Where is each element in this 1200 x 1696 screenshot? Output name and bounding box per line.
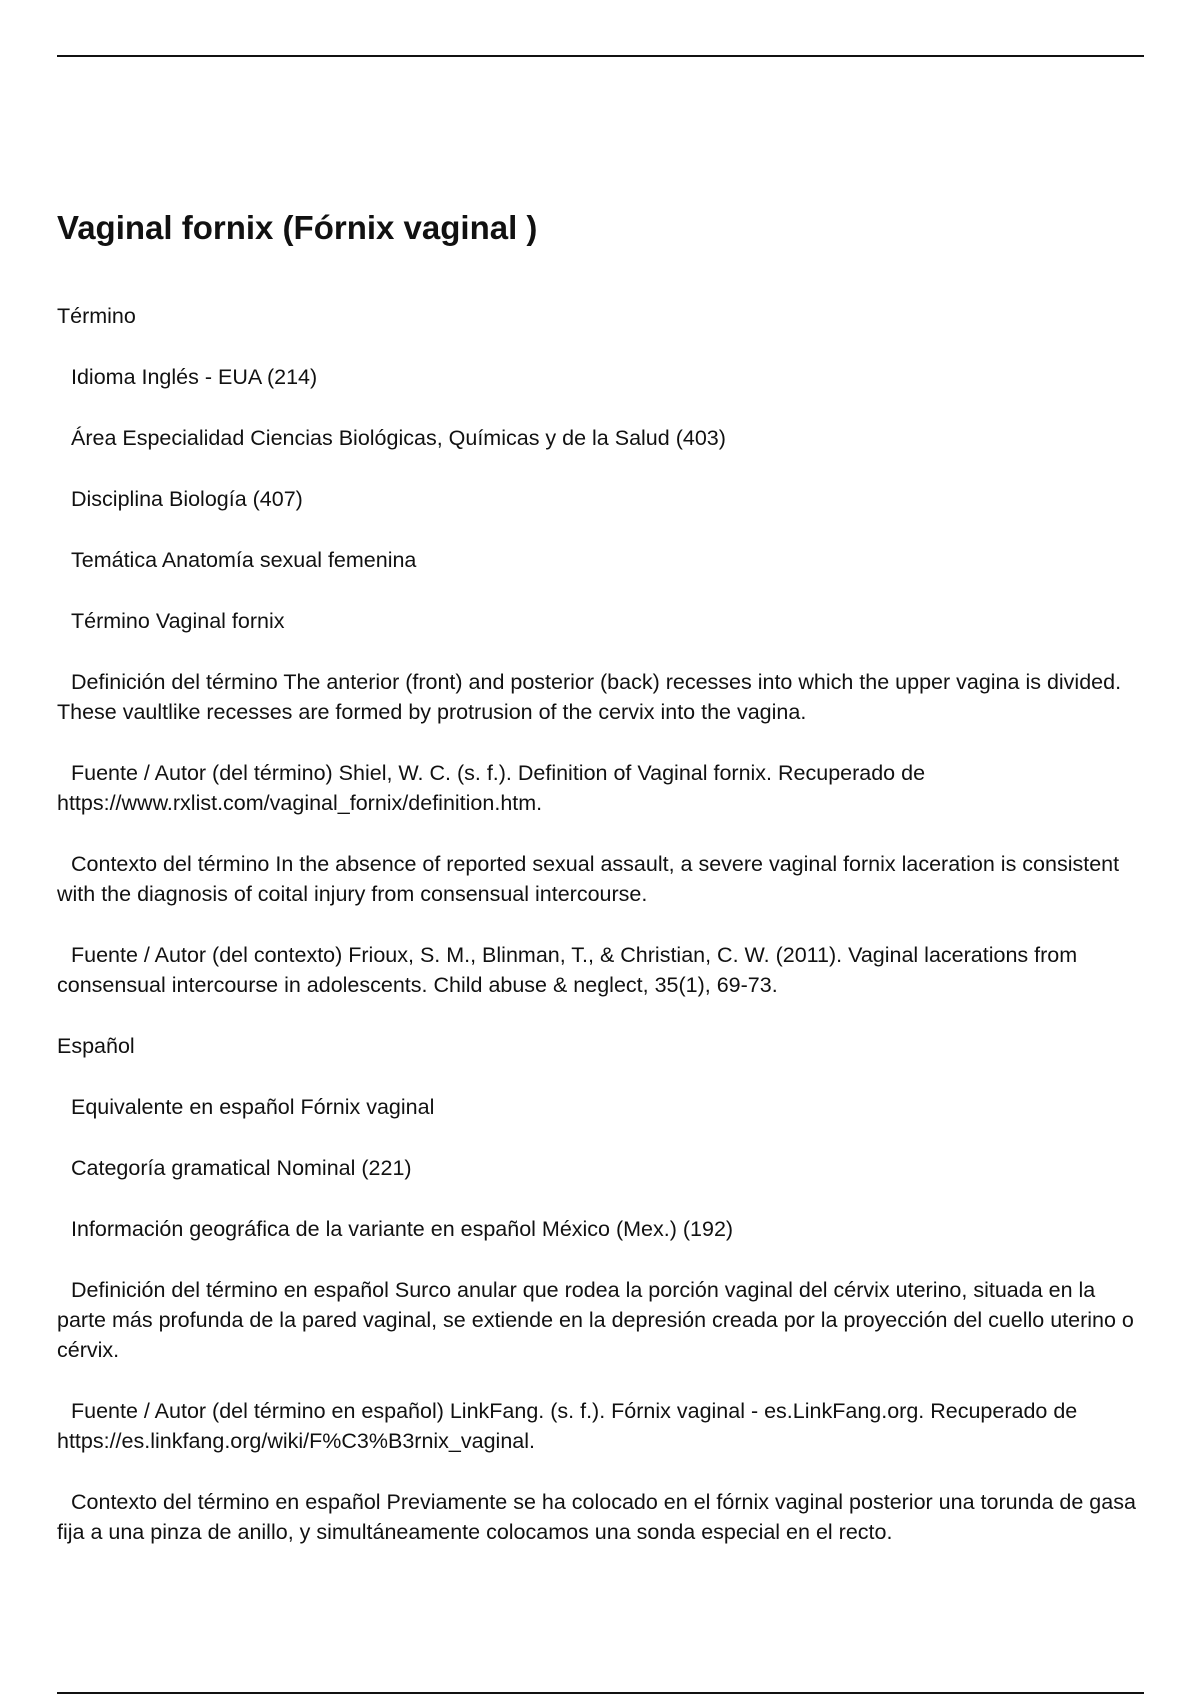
section-label-termino: Término — [57, 304, 136, 328]
field-categoria: Categoría gramatical Nominal (221) — [71, 1156, 412, 1180]
field-contexto: Contexto del término In the absence of reported sexual assault, a severe vaginal fornix laceration is consistent with the diagnosis of coital injury from consensual intercourse. — [57, 852, 1120, 906]
field-equivalente: Equivalente en español Fórnix vaginal — [71, 1095, 435, 1119]
field-definicion: Definición del término The anterior (front) and posterior (back) recesses into which the upper vagina is divided. These vaultlike recesses are formed by protrusion of the cervix into the vagina. — [57, 670, 1122, 724]
top-rule — [57, 55, 1144, 57]
bottom-rule — [57, 1692, 1144, 1694]
document-body — [57, 208, 1147, 1578]
field-area: Área Especialidad Ciencias Biológicas, Químicas y de la Salud (403) — [71, 426, 726, 450]
field-contexto-es: Contexto del término en español Previamente se ha colocado en el fórnix vaginal posterior una torunda de gasa fija a una pinza de anillo, y simultáneamente colocamos una sonda especial en el recto. — [57, 1490, 1136, 1544]
field-termino: Término Vaginal fornix — [71, 609, 285, 633]
page-title: Vaginal fornix (Fórnix vaginal ) — [57, 209, 538, 246]
field-fuente-termino: Fuente / Autor (del término) Shiel, W. C. (s. f.). Definition of Vaginal fornix. Recuperado de https://www.rxlist.com/vaginal_fornix/definition.htm. — [57, 761, 926, 815]
field-disciplina: Disciplina Biología (407) — [71, 487, 303, 511]
field-idioma: Idioma Inglés - EUA (214) — [71, 365, 318, 389]
field-fuente-termino-es: Fuente / Autor (del término en español) LinkFang. (s. f.). Fórnix vaginal - es.LinkFang.org. Recuperado de https://es.linkfang.org/wiki/F%C3%B3rnix_vaginal. — [57, 1399, 1078, 1453]
field-geografia: Información geográfica de la variante en español México (Mex.) (192) — [71, 1217, 734, 1241]
section-label-espanol: Español — [57, 1034, 135, 1058]
field-definicion-es: Definición del término en español Surco anular que rodea la porción vaginal del cérvix uterino, situada en la parte más profunda de la pared vaginal, se extiende en la depresión creada por la proyección del cuello uterino o cérvix. — [57, 1278, 1134, 1362]
field-tematica: Temática Anatomía sexual femenina — [71, 548, 417, 572]
field-fuente-contexto: Fuente / Autor (del contexto) Frioux, S. M., Blinman, T., & Christian, C. W. (2011). Vaginal lacerations from consensual intercourse in adolescents. Child abuse & neglect, 35(1), 69-73. — [57, 943, 1078, 997]
